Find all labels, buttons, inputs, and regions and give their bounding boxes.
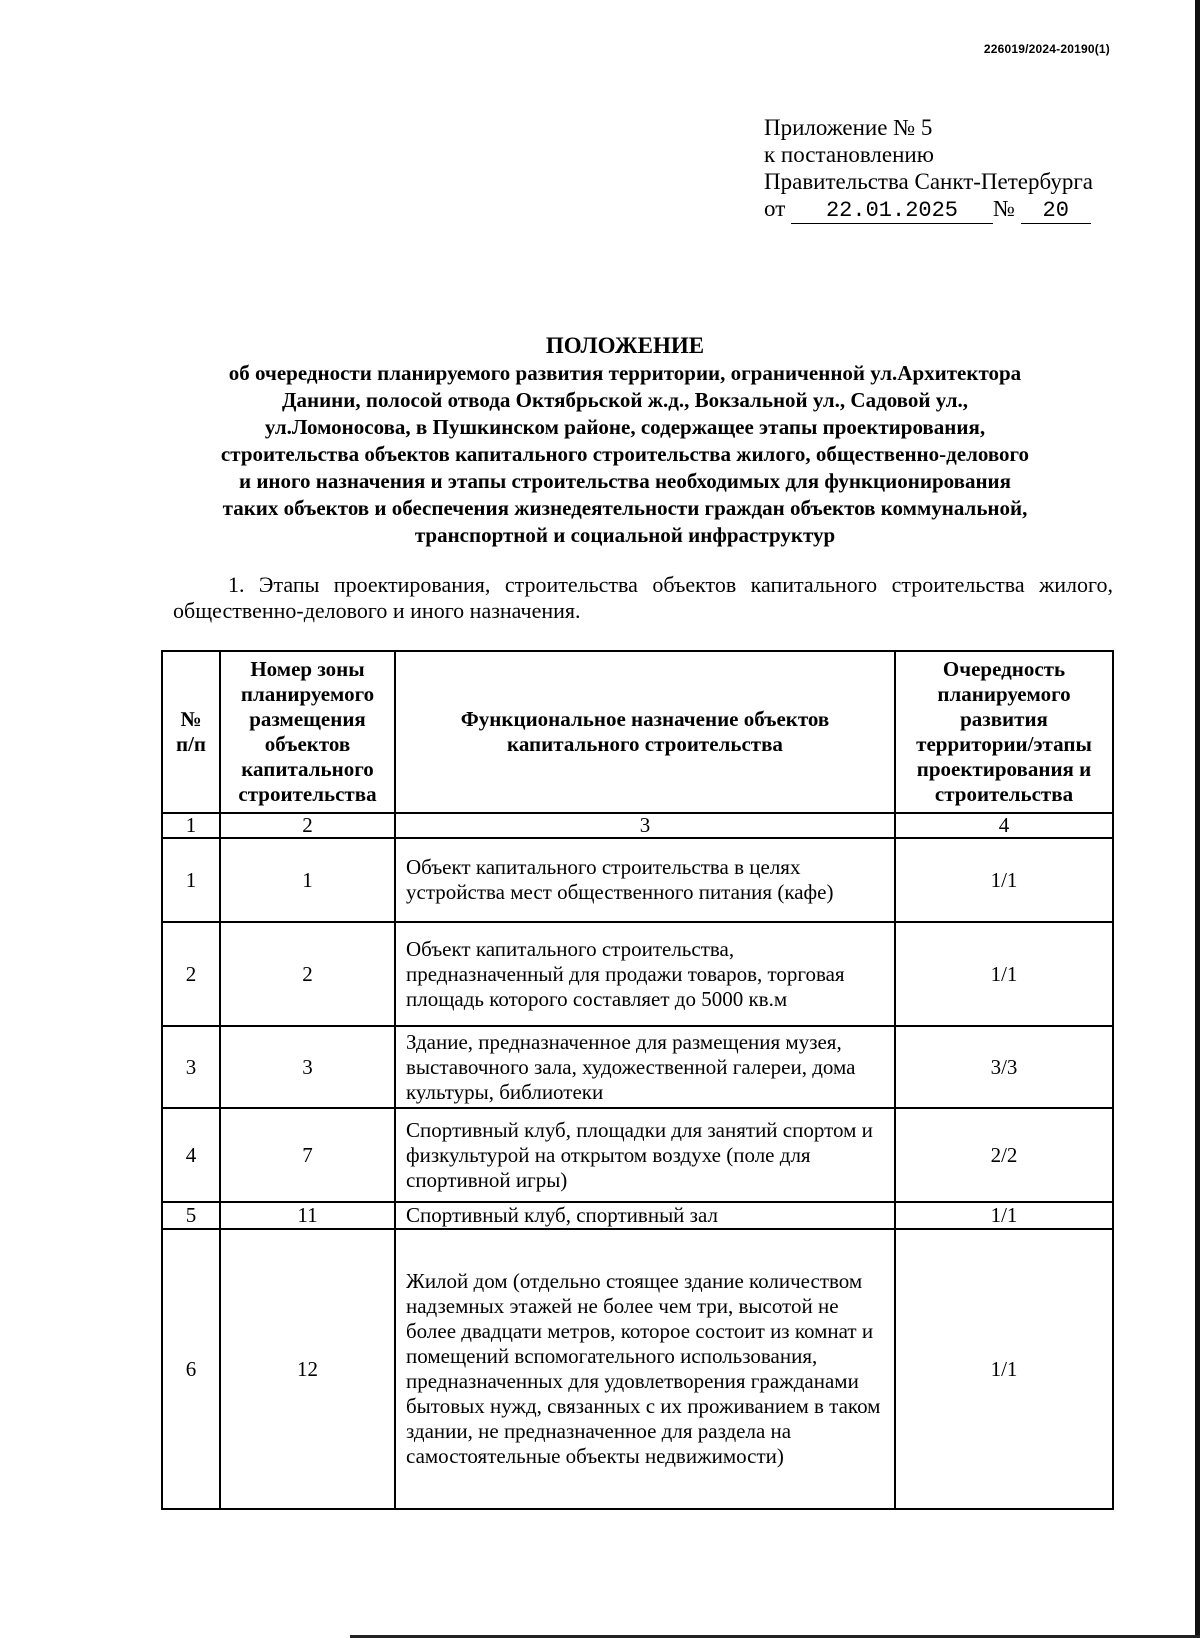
column-number-row — [162, 813, 1113, 838]
table-row — [162, 922, 1113, 1026]
subtitle-line: таких объектов и обеспечения жизнедеятельности граждан объектов коммунальной, — [222, 496, 1028, 520]
row-zone: 7 — [220, 1108, 395, 1202]
table-row — [162, 838, 1113, 922]
document-title: ПОЛОЖЕНИЕ — [545, 333, 705, 358]
row-stage: 1/1 — [895, 1202, 1113, 1229]
table-header-row — [162, 651, 1113, 813]
subtitle-line: и иного назначения и этапы строительства необходимых для функционирования — [238, 469, 1012, 493]
row-number: 1 — [162, 838, 220, 922]
row-description: Спортивный клуб, площадки для занятий спортом и физкультурой на открытом воздухе (поле для спортивной игры) — [395, 1108, 895, 1202]
scan-edge-right — [1195, 0, 1200, 1638]
row-stage: 1/1 — [895, 922, 1113, 1026]
column-number: 1 — [162, 813, 220, 838]
number-prefix: № — [993, 196, 1015, 221]
row-number: 2 — [162, 922, 220, 1026]
appendix-date-line — [764, 195, 1093, 224]
row-description: Спортивный клуб, спортивный зал — [395, 1202, 895, 1229]
row-description: Здание, предназначенное для размещения музея, выставочного зала, художественной галереи, дома культуры, библиотеки — [395, 1026, 895, 1108]
appendix-line-2: к постановлению — [764, 142, 934, 167]
header-stage: Очередность планируемого развития территории/этапы проектирования и строительства — [895, 651, 1113, 813]
stages-table — [161, 650, 1114, 1510]
row-number: 3 — [162, 1026, 220, 1108]
subtitle-line: ул.Ломоносова, в Пушкинском районе, содержащее этапы проектирования, — [264, 415, 986, 439]
row-zone: 12 — [220, 1229, 395, 1509]
column-number: 2 — [220, 813, 395, 838]
column-number: 4 — [895, 813, 1113, 838]
document-heading — [150, 332, 1100, 549]
row-stage: 1/1 — [895, 1229, 1113, 1509]
row-stage: 3/3 — [895, 1026, 1113, 1108]
row-description: Жилой дом (отдельно стоящее здание количеством надземных этажей не более чем три, высотой не более двадцати метров, которое состоит из комнат и помещений вспомогательного использования, предназначенных для удовлетворения гражданами бытовых нужд, связанных с их проживанием в таком здании, не предназначенное для раздела на самостоятельные объекты недвижимости) — [395, 1229, 895, 1509]
table-row — [162, 1202, 1113, 1229]
section-intro: 1. Этапы проектирования, строительства объектов капитального строительства жилого, общественно-делового и иного назначения. — [173, 572, 1113, 623]
subtitle-line: строительства объектов капитального строительства жилого, общественно-делового — [220, 442, 1030, 466]
appendix-line-1: Приложение № 5 — [764, 115, 933, 140]
row-description: Объект капитального строительства, предназначенный для продажи товаров, торговая площадь которого составляет до 5000 кв.м — [395, 922, 895, 1026]
row-zone: 3 — [220, 1026, 395, 1108]
row-number: 4 — [162, 1108, 220, 1202]
row-zone: 1 — [220, 838, 395, 922]
number-value: 20 — [1021, 199, 1091, 224]
subtitle-line: Данини, полосой отвода Октябрьской ж.д., Вокзальной ул., Садовой ул., — [282, 388, 968, 412]
document-id: 226019/2024-20190(1) — [983, 42, 1110, 56]
column-number: 3 — [395, 813, 895, 838]
subtitle-line: об очередности планируемого развития территории, ограниченной ул.Архитектора — [228, 361, 1022, 385]
row-zone: 2 — [220, 922, 395, 1026]
row-number: 6 — [162, 1229, 220, 1509]
date-prefix: от — [764, 196, 786, 221]
date-value: 22.01.2025 — [791, 199, 993, 224]
table-row — [162, 1229, 1113, 1509]
table-row — [162, 1026, 1113, 1108]
row-number: 5 — [162, 1202, 220, 1229]
subtitle-line: транспортной и социальной инфраструктур — [414, 523, 836, 547]
table-row — [162, 1108, 1113, 1202]
row-stage: 1/1 — [895, 838, 1113, 922]
row-description: Объект капитального строительства в целях устройства мест общественного питания (кафе) — [395, 838, 895, 922]
appendix-block — [764, 114, 1093, 224]
header-zone: Номер зоны планируемого размещения объектов капитального строительства — [220, 651, 395, 813]
header-purpose: Функциональное назначение объектов капитального строительства — [395, 651, 895, 813]
appendix-line-3: Правительства Санкт-Петербурга — [764, 169, 1093, 194]
row-stage: 2/2 — [895, 1108, 1113, 1202]
header-number: № п/п — [162, 651, 220, 813]
row-zone: 11 — [220, 1202, 395, 1229]
